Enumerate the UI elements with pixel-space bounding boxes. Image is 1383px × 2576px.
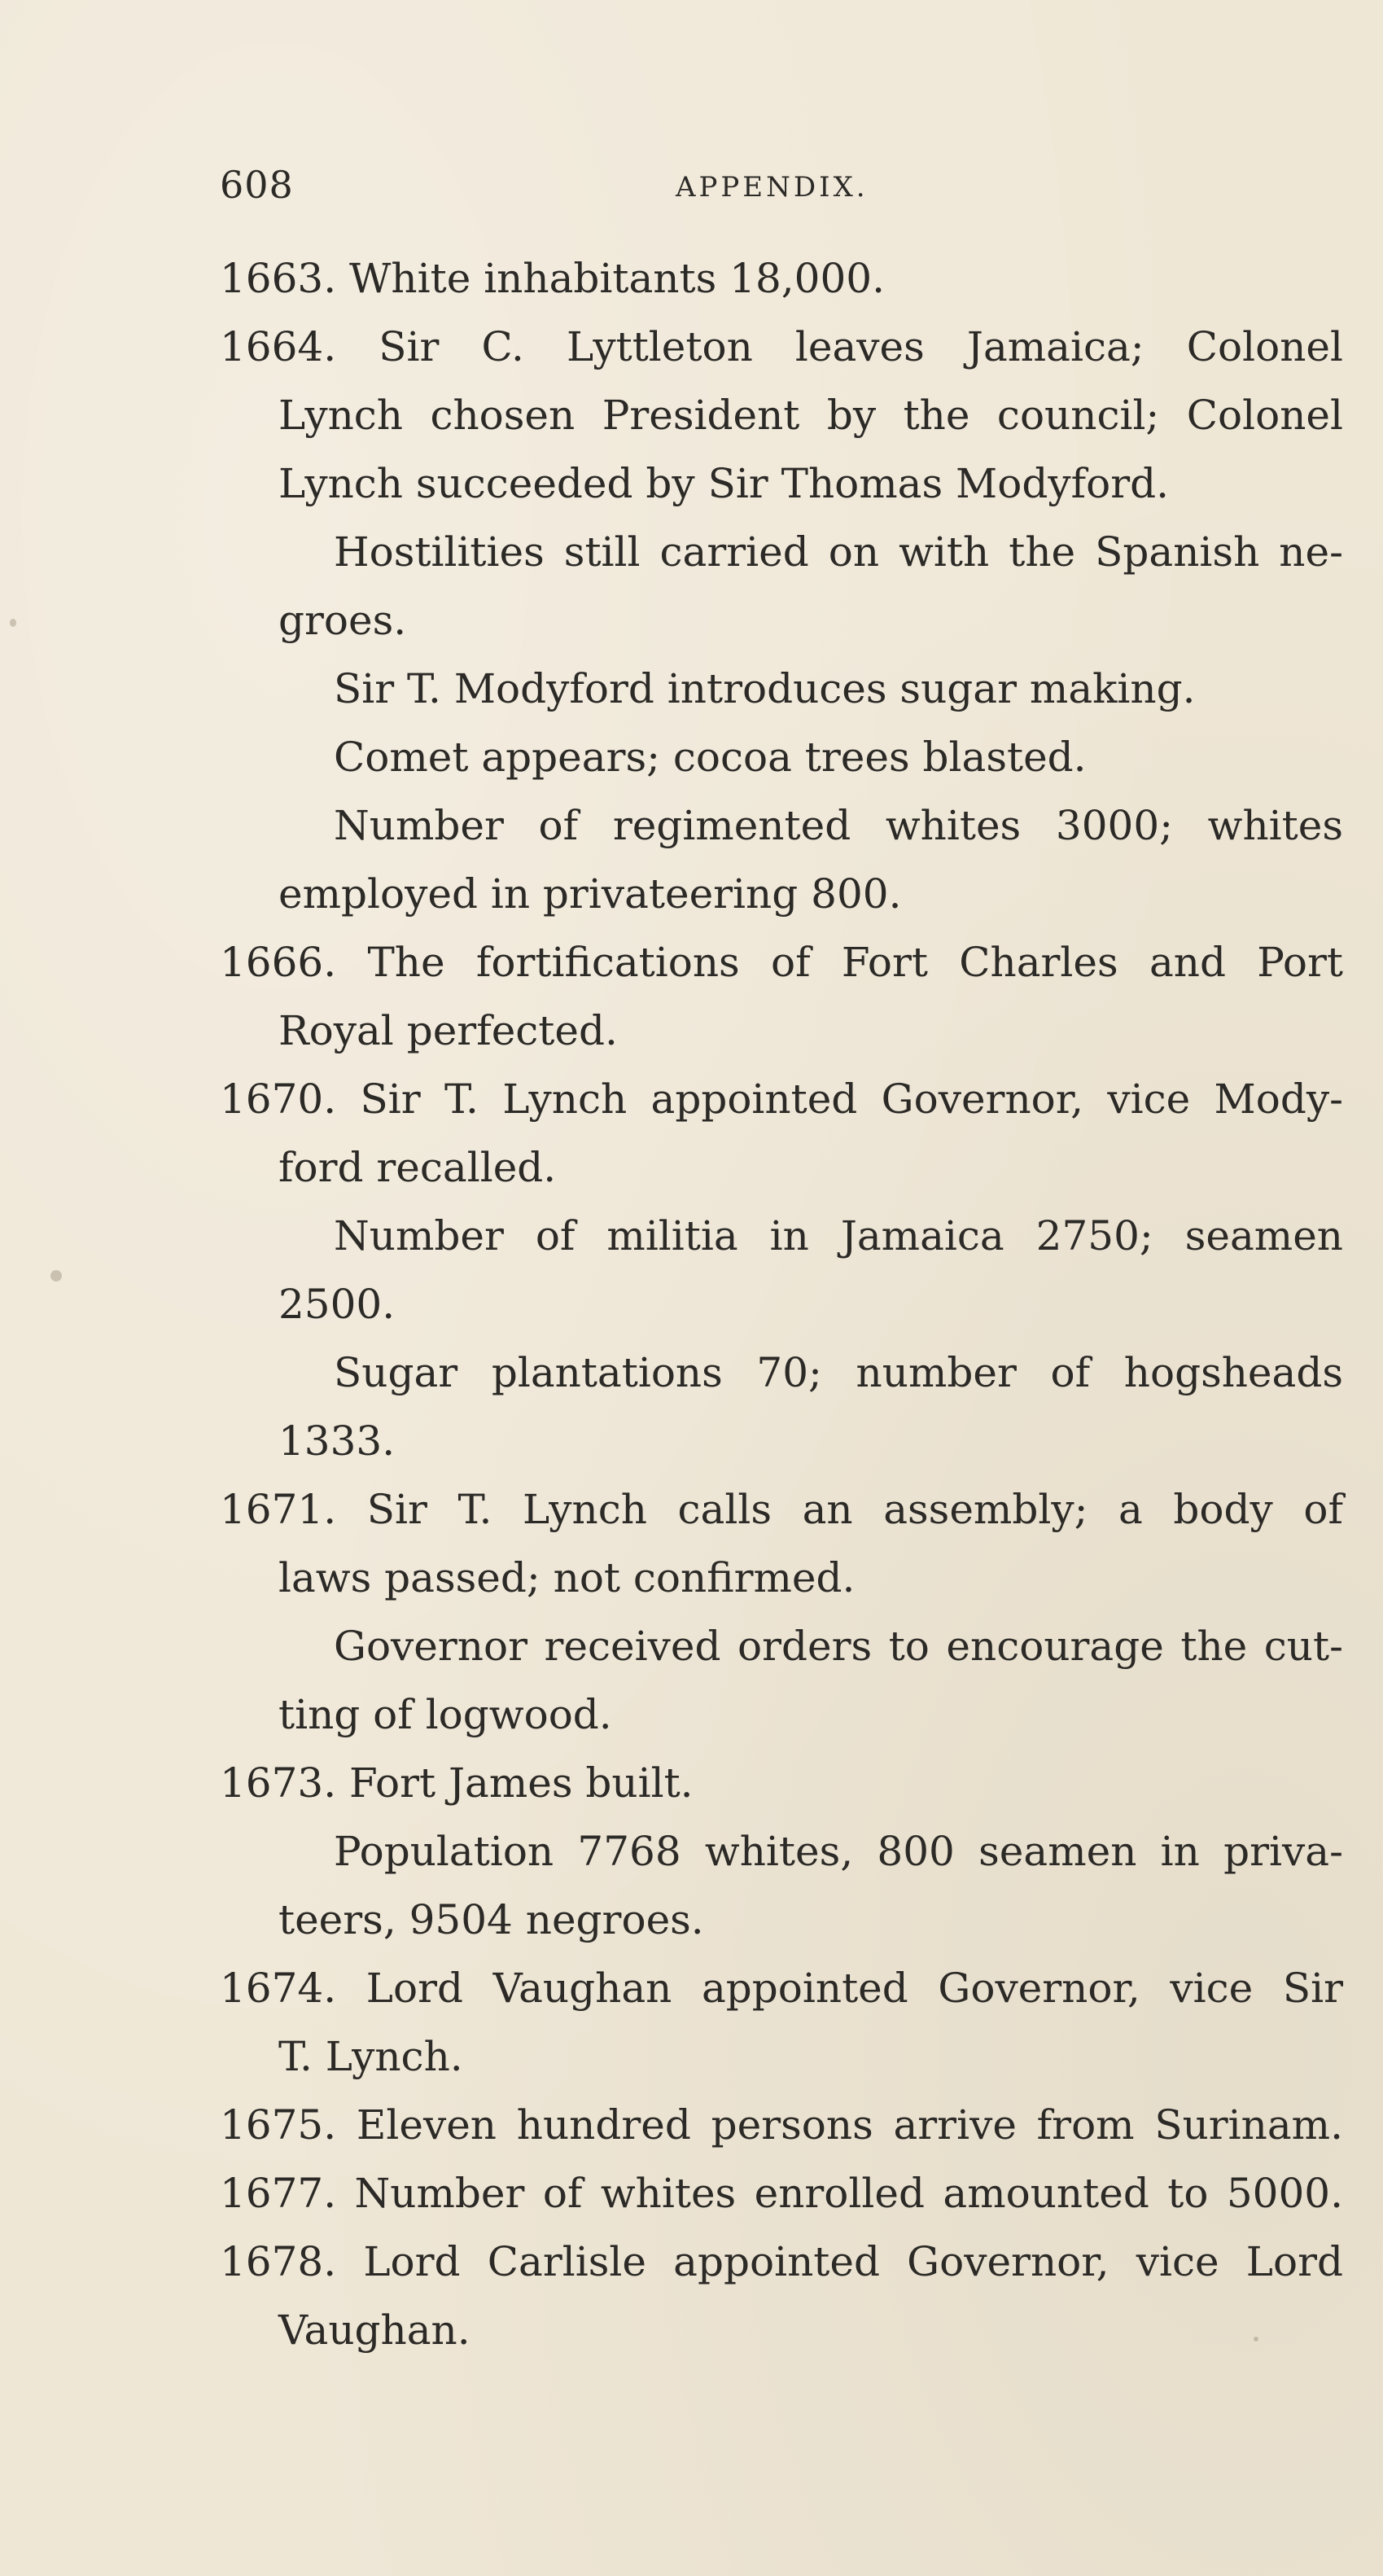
continuation-line: Vaughan. [278,2307,470,2354]
paragraph-line: Comet appears; cocoa trees blasted. [334,734,1087,781]
continuation-line: laws passed; not confirmed. [278,1554,856,1601]
continuation-line: Royal perfected. [278,1007,618,1054]
paragraph-line: Sugar plantations 70; number of hogsheads [334,1349,1343,1396]
chronology-line-1671: 1671. Sir T. Lynch calls an assembly; a body of [220,1486,1343,1533]
paper-speck [50,1270,62,1281]
continuation-line: groes. [278,597,407,644]
continuation-line: employed in privateering 800. [278,870,902,918]
paragraph-line: Governor received orders to encourage the cut- [334,1623,1343,1670]
chronology-text [220,244,1343,2364]
continuation-line: T. Lynch. [278,2033,463,2080]
chronology-line-1670: 1670. Sir T. Lynch appointed Governor, vice Mody- [220,1076,1343,1123]
continuation-line: ford recalled. [278,1144,557,1191]
chronology-line-1674: 1674. Lord Vaughan appointed Governor, vice Sir [220,1965,1343,2012]
paper-speck [1254,2337,1258,2342]
chronology-line-1678: 1678. Lord Carlisle appointed Governor, vice Lord [220,2238,1343,2285]
paragraph-line: Hostilities still carried on with the Spanish ne- [334,528,1343,576]
paragraph-line: Sir T. Modyford introduces sugar making. [334,665,1196,712]
chronology-line-1666: 1666. The fortifications of Fort Charles and Port [220,939,1343,986]
page-number: 608 [220,163,294,207]
continuation-line: ting of logwood. [278,1691,612,1738]
paragraph-line: Number of militia in Jamaica 2750; seamen [334,1212,1343,1260]
chronology-line-1663: 1663. White inhabitants 18,000. [220,255,885,302]
running-title: APPENDIX. [676,171,869,204]
continuation-line: Lynch chosen President by the council; Colonel [278,392,1343,439]
chronology-line-1675: 1675. Eleven hundred persons arrive from Surinam. [220,2101,1343,2149]
paper-speck [10,619,16,627]
continuation-line: 1333. [278,1417,396,1465]
continuation-line: teers, 9504 negroes. [278,1896,704,1943]
chronology-line-1673: 1673. Fort James built. [220,1759,694,1807]
paragraph-line: Number of regimented whites 3000; whites [334,802,1343,849]
continuation-line: Lynch succeeded by Sir Thomas Modyford. [278,460,1169,507]
continuation-line: 2500. [278,1281,396,1328]
running-head [220,163,1278,220]
chronology-line-1664: 1664. Sir C. Lyttleton leaves Jamaica; Colonel [220,323,1343,370]
chronology-line-1677: 1677. Number of whites enrolled amounted to 5000. [220,2170,1343,2217]
paragraph-line: Population 7768 whites, 800 seamen in priva- [334,1828,1343,1875]
